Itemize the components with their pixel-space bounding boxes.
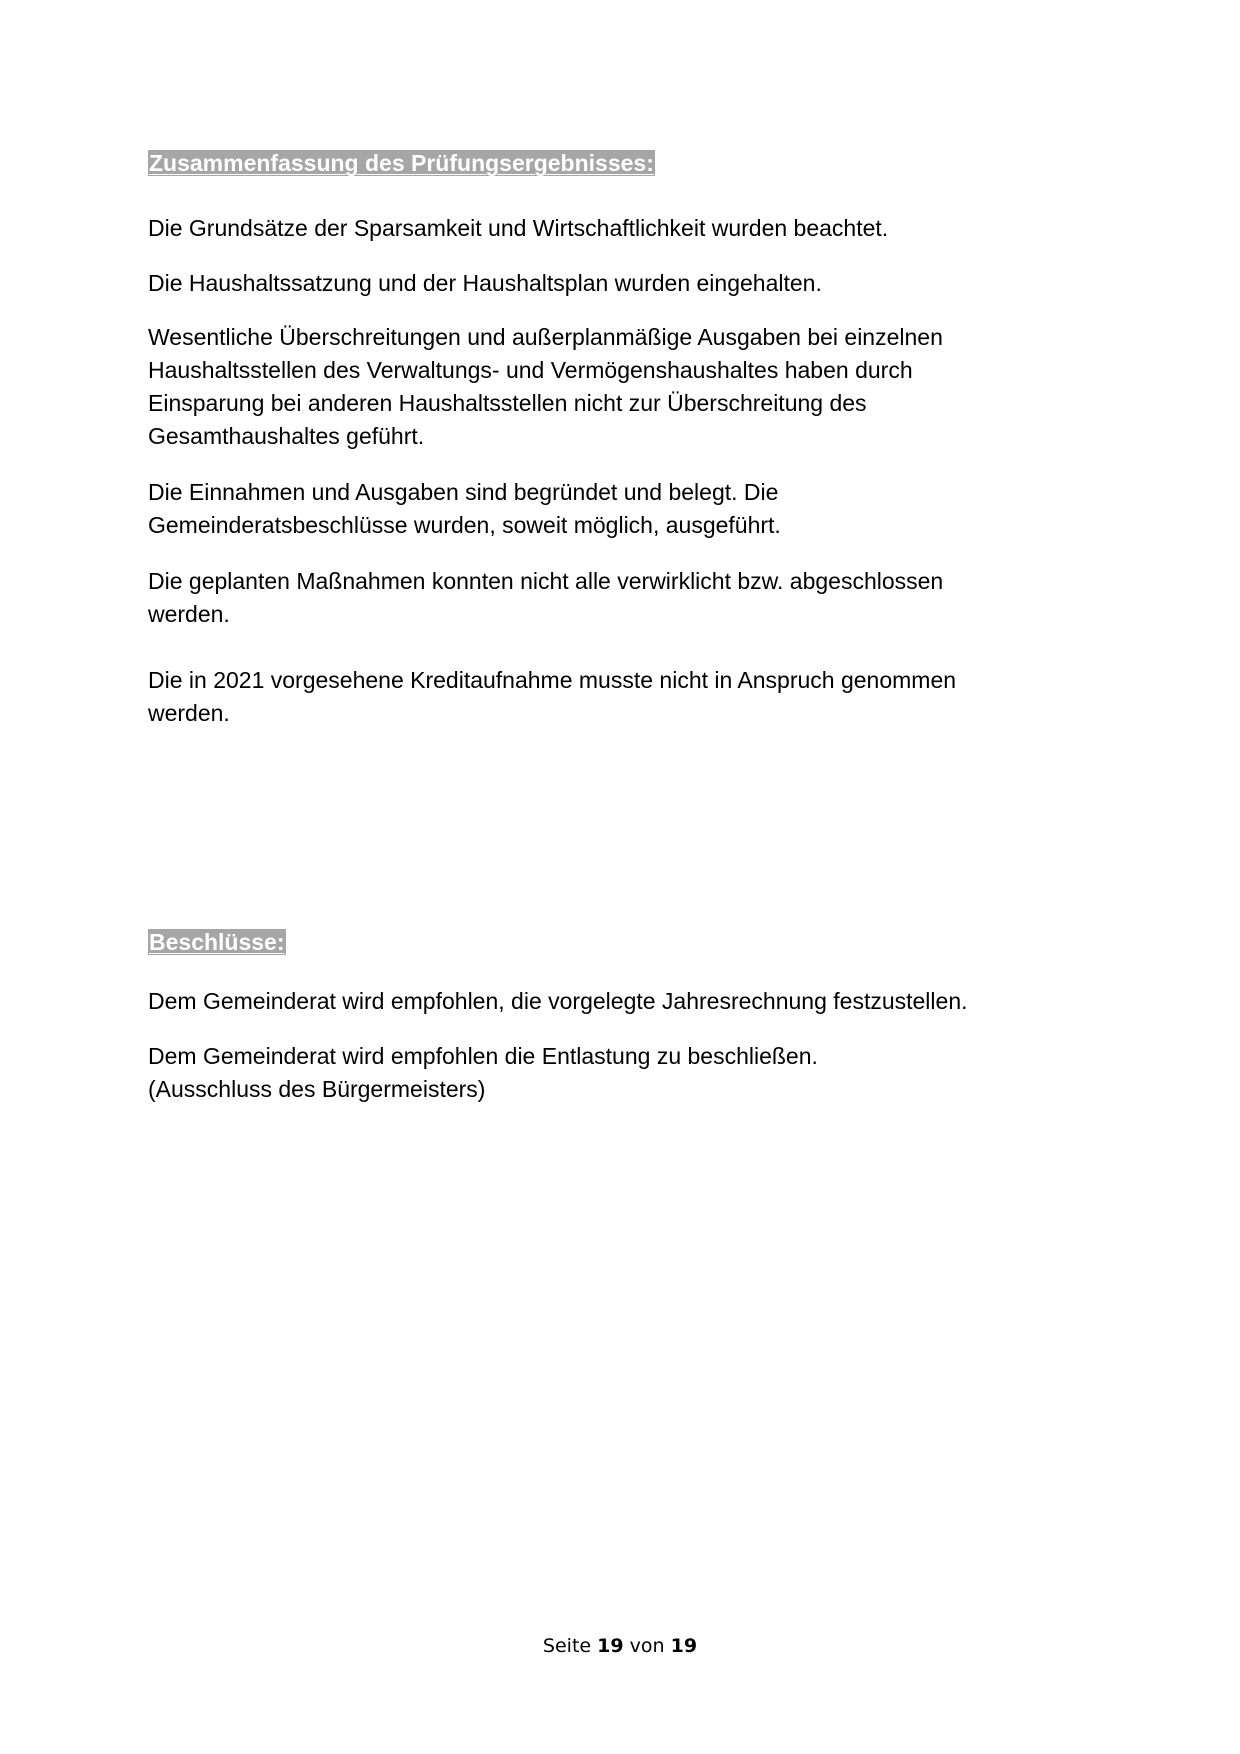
section-heading-pruefungsergebnis: Zusammenfassung des Prüfungsergebnisses: bbox=[149, 150, 654, 176]
page-footer bbox=[0, 1634, 1240, 1658]
footer-total-pages: 19 bbox=[670, 1635, 698, 1657]
paragraph-entlastung: Dem Gemeinderat wird empfohlen die Entlastung zu beschließen. (Ausschluss des Bürgermeisters) bbox=[148, 1043, 818, 1102]
paragraph-sparsamkeit: Die Grundsätze der Sparsamkeit und Wirtschaftlichkeit wurden beachtet. bbox=[148, 215, 889, 241]
paragraph-massnahmen: Die geplanten Maßnahmen konnten nicht alle verwirklicht bzw. abgeschlossen werden. bbox=[148, 568, 944, 627]
paragraph-kreditaufnahme: Die in 2021 vorgesehene Kreditaufnahme musste nicht in Anspruch genommen werden. bbox=[148, 667, 957, 726]
footer-page-prefix: Seite bbox=[542, 1635, 592, 1657]
paragraph-einnahmen-ausgaben: Die Einnahmen und Ausgaben sind begründet und belegt. Die Gemeinderatsbeschlüsse wurden, soweit möglich, ausgeführt. bbox=[148, 479, 781, 538]
paragraph-haushaltssatzung: Die Haushaltssatzung und der Haushaltsplan wurden eingehalten. bbox=[148, 270, 822, 296]
paragraph-jahresrechnung: Dem Gemeinderat wird empfohlen, die vorgelegte Jahresrechnung festzustellen. bbox=[148, 988, 968, 1014]
paragraph-ueberschreitungen: Wesentliche Überschreitungen und außerplanmäßige Ausgaben bei einzelnen Haushaltsstellen des Verwaltungs- und Vermögenshaushaltes haben durch Einsparung bei anderen Haushaltsstellen nicht zur Überschreitung des Gesamthaushaltes geführt. bbox=[148, 324, 943, 449]
section-heading-beschluesse: Beschlüsse: bbox=[149, 929, 285, 955]
footer-current-page: 19 bbox=[597, 1635, 624, 1657]
footer-page-separator: von bbox=[629, 1635, 665, 1657]
